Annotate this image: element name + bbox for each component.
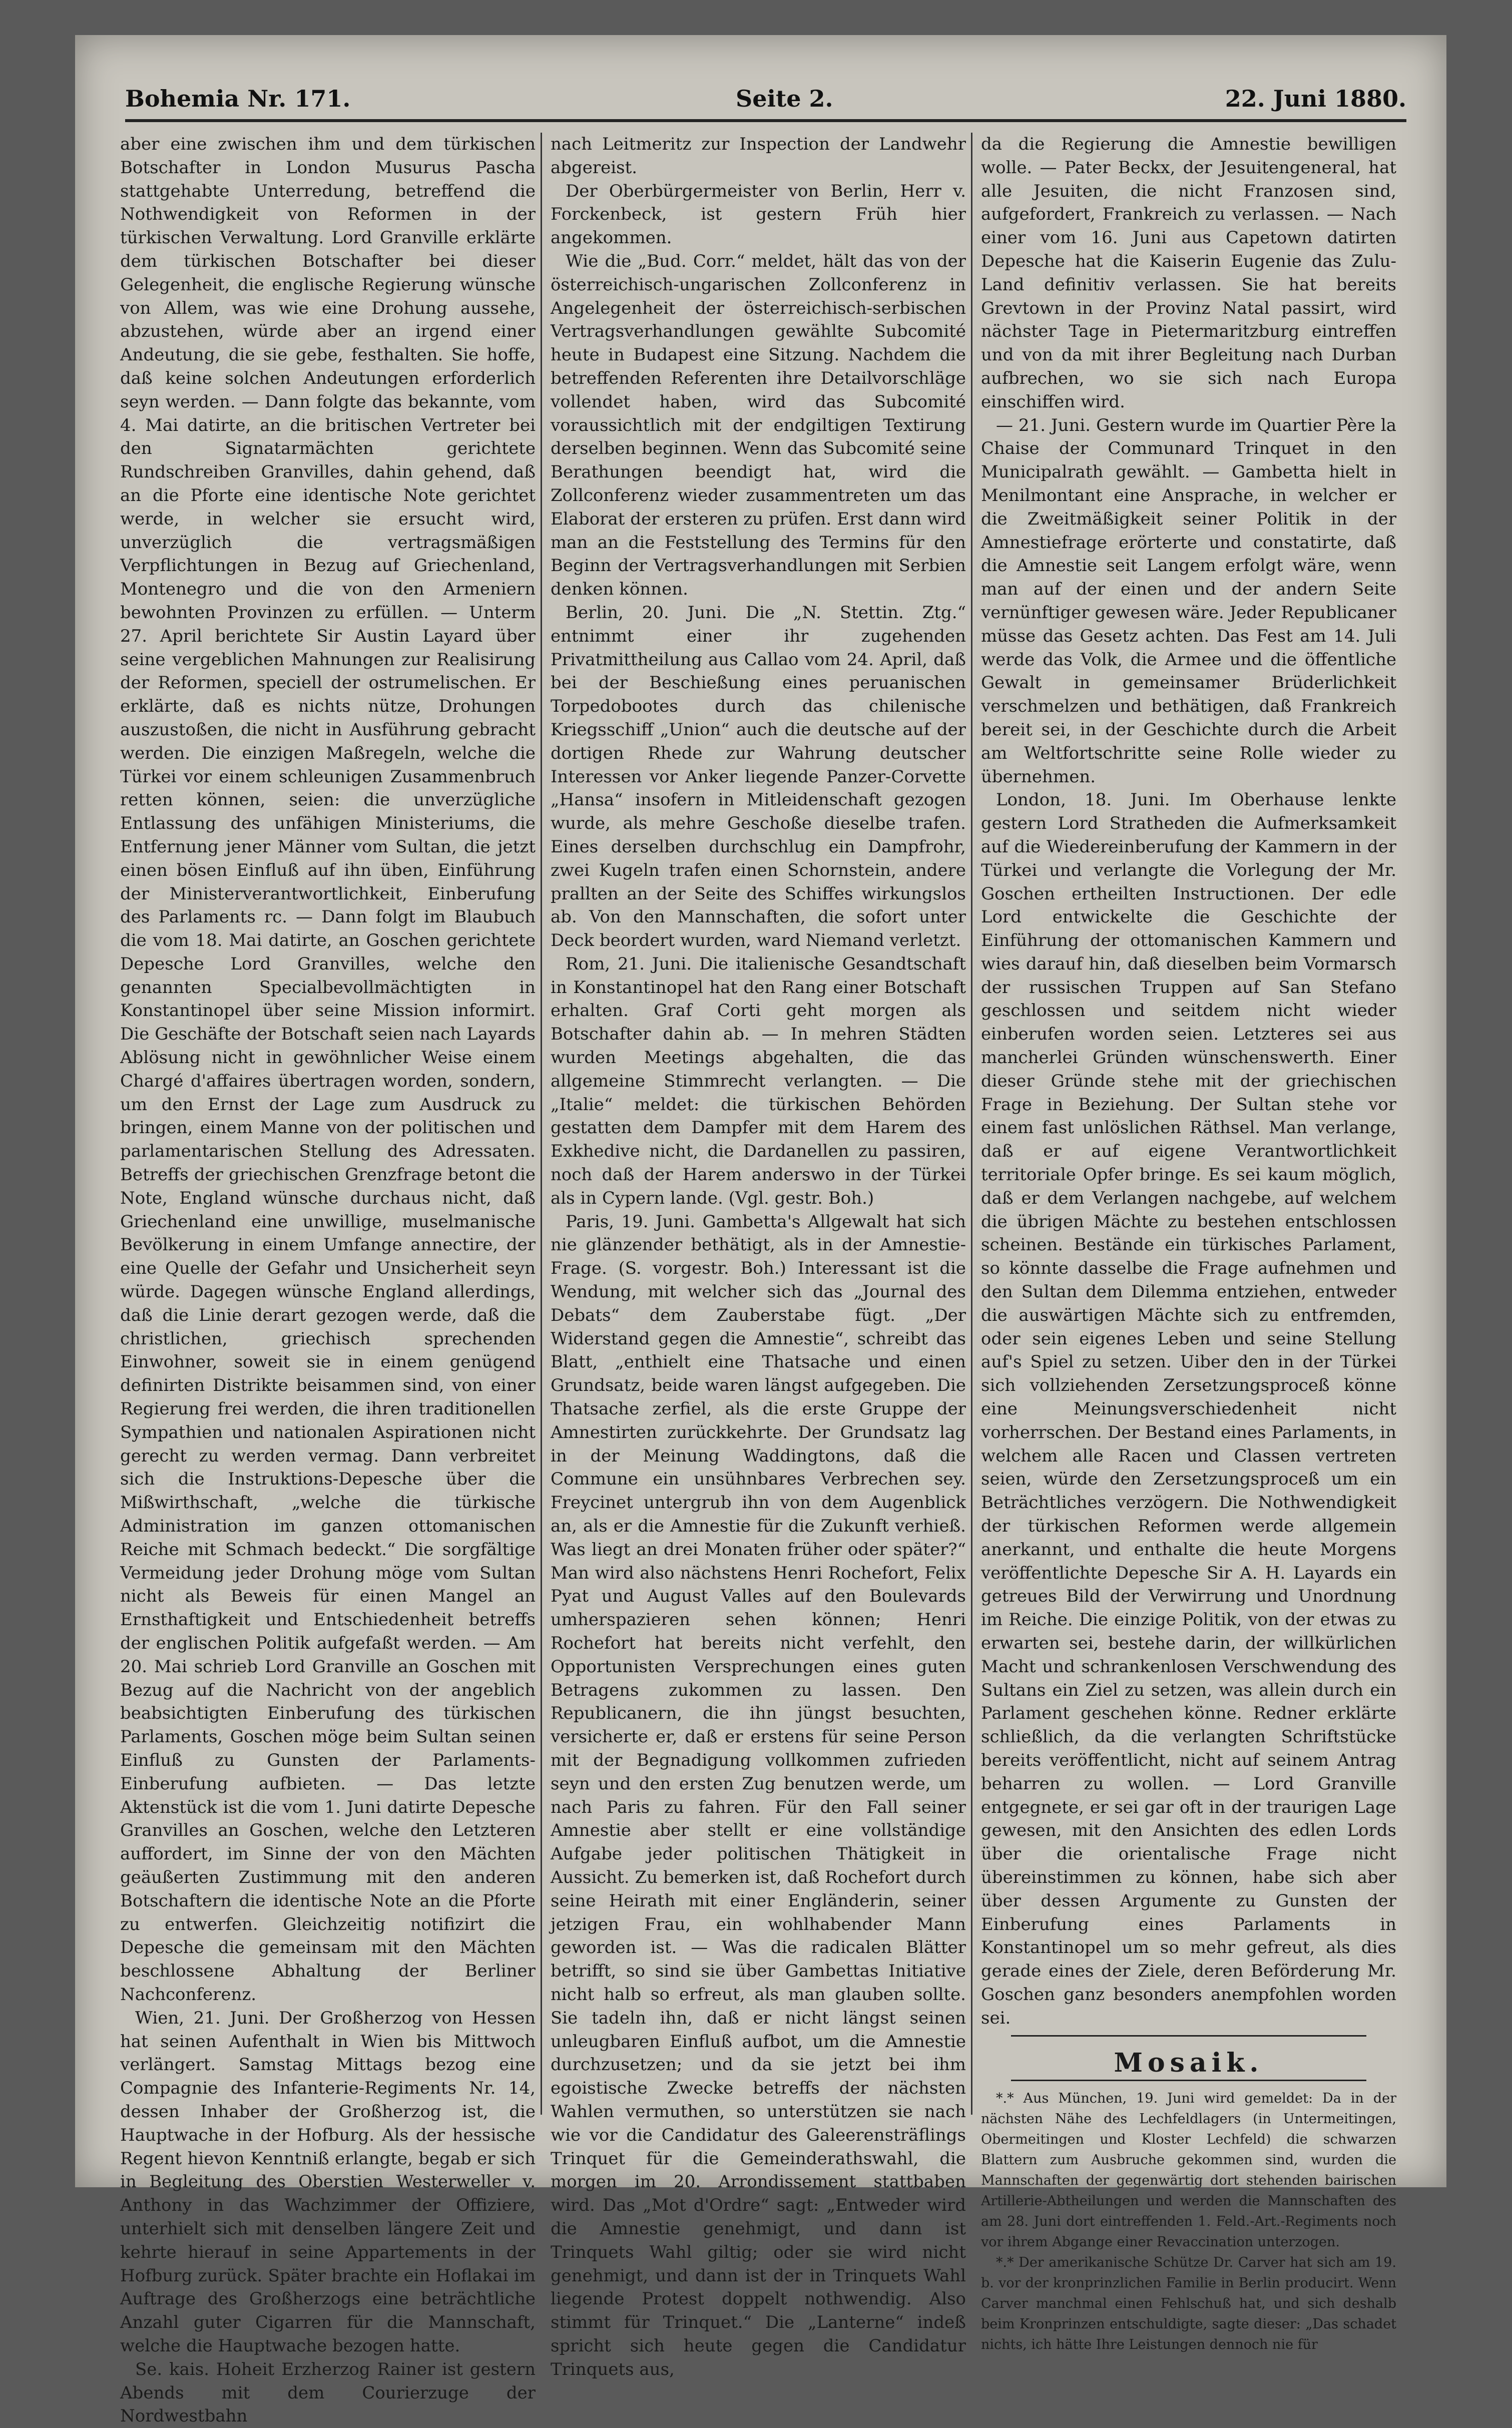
article-erzherzog: Se. kais. Hoheit Erzherzog Rainer ist gestern Abends mit dem Courierzuge der Nordwestbahn	[120, 2359, 536, 2426]
issue-date: 22. Juni 1880.	[1225, 85, 1406, 112]
section-rule	[1011, 2080, 1366, 2081]
column-divider	[971, 133, 972, 2115]
article-wien: Wien, 21. Juni. Der Großherzog von Hessen hat seinen Aufenthalt in Wien bis Mittwoch verlängert. Samstag Mittags bezog eine Compagnie des Infanterie-Regiments Nr. 14, dessen Inhaber der Großherzog ist, die Hauptwache in der Hofburg. Als der hessische Regent hievon Kenntniß erlangte, begab er sich in Begleitung des Oberstien Westerweller v. Anthony in das Wachzimmer der Offiziere, unterhielt sich mit denselben längere Zeit und kehrte hierauf in seine Appartements in der Hofburg zurück. Später brachte ein Hoflakai im Auftrage des Großherzogs eine beträchtliche Anzahl guter Cigarren für die Mannschaft, welche die Hauptwache bezogen hatte.	[120, 2008, 536, 2356]
article-paris-21: — 21. Juni. Gestern wurde im Quartier Père la Chaise der Communard Trinquet in den Municipalrath gewählt. — Gambetta hielt in Menilmontant eine Ansprache, in welcher er die Zweitmäßigkeit seiner Politik in der Amnestiefrage erörterte und constatirte, daß die Amnestie seit Langem erfolgt wäre, wenn man auf der einen und der andern Seite vernünftiger gewesen wäre. Jeder Republicaner müsse das Gesetz achten. Das Fest am 14. Juli werde das Volk, die Armee und die öffentliche Gewalt in gemeinsamer Brüderlichkeit verschmelzen und bethätigen, daß Frankreich bereit sei, in der Geschichte durch die Arbeit am Weltfortschritte seine Rolle wieder zu übernehmen.	[981, 415, 1396, 787]
column-1	[120, 133, 536, 2426]
article-paris: Paris, 19. Juni. Gambetta's Allgewalt hat sich nie glänzender bethätigt, als in der Amnestie-Frage. (S. vorgestr. Boh.) Interessant ist die Wendung, mit welcher sich das „Journal des Debats“ dem Zauberstabe fügt. „Der Widerstand gegen die Amnestie“, schreibt das Blatt, „enthielt eine Thatsache und einen Grundsatz, beide waren längst aufgegeben. Die Thatsache zerfiel, als die erste Gruppe der Amnestirten zurückkehrte. Der Grundsatz lag in der Meinung Waddingtons, daß die Commune ein unsühnbares Verbrechen sey. Freycinet untergrub ihn von dem Augenblick an, als er die Amnestie für die Zukunft verhieß. Was liegt an drei Monaten früher oder später?“ Man wird also nächstens Henri Rochefort, Felix Pyat und August Valles auf den Boulevards umherspazieren sehen können; Henri Rochefort hat bereits nicht verfehlt, den Opportunisten Versprechungen eines guten Betragens zukommen zu lassen. Den Republicanern, die ihn jüngst besuchten, versicherte er, daß er erstens für seine Person mit der Begnadigung vollkommen zufrieden seyn und den ersten Zug benutzen werde, um nach Paris zu fahren. Für den Fall seiner Amnestie aber stellt er eine vollständige Aufgabe jeder politischen Thätigkeit in Aussicht. Zu bemerken ist, daß Rochefort durch seine Heirath mit einer Engländerin, seiner jetzigen Frau, ein wohlhabender Mann geworden ist. — Was die radicalen Blätter betrifft, so sind sie über Gambettas Initiative nicht halb so erfreut, als man glauben sollte. Sie tadeln ihn, daß er nicht längst seinen unleugbaren Einfluß aufbot, um die Amnestie durchzusetzen; und da sie jetzt bei ihm egoistische Zwecke betreffs der nächsten Wahlen vermuthen, so unterstützen sie nach wie vor die Candidatur des Galeerensträflings Trinquet für die Gemeinderathswahl, die morgen im 20. Arrondissement stattbaben wird. Das „Mot d'Ordre“ sagt: „Entweder wird die Amnestie genehmigt, und dann ist Trinquets Wahl giltig; oder sie wird nicht genehmigt, und dann ist der in Trinquets Wahl liegende Protest doppelt nothwendig. Also stimmt für Trinquet.“ Die „Lanterne“ indeß spricht sich heute gegen die Candidatur Trinquets aus,	[551, 1211, 966, 2379]
article-text: aber eine zwischen ihm und dem türkischen Botschafter in London Musurus Pascha stattgehabte Unterredung, betreffend die Nothwendigkeit von Reformen in der türkischen Verwaltung. Lord Granville erklärte dem türkischen Botschafter bei dieser Gelegenheit, die englische Regierung wünsche von Allem, was wie eine Drohung aussehe, abzustehen, würde aber an irgend einer Andeutung, die sie gebe, festhalten. Sie hoffe, daß keine solchen Andeutungen erforderlich seyn werden. — Dann folgte das bekannte, vom 4. Mai datirte, an die britischen Vertreter bei den Signatarmächten gerichtete Rundschreiben Granvilles, dahin gehend, daß an die Pforte eine identische Note gerichtet werde, in welcher sie ersucht wird, unverzüglich die vertragsmäßigen Verpflichtungen in Bezug auf Griechenland, Montenegro und die von den Armeniern bewohnten Provinzen zu erfüllen. — Unterm 27. April berichtete Sir Austin Layard über seine vergeblichen Mahnungen zur Realisirung der Reformen, speciell der ostrumelischen. Er erklärte, daß es nichts nütze, Drohungen auszustoßen, die nicht in Ausführung gebracht werden. Die einzigen Maßregeln, welche die Türkei vor einem schleunigen Zusammenbruch retten können, seien: die unverzügliche Entlassung des unfähigen Ministeriums, die Entfernung jener Männer vom Sultan, die jetzt einen bösen Einfluß auf ihn üben, Einführung der Ministerverantwortlichkeit, Einberufung des Parlaments rc. — Dann folgt im Blaubuch die vom 18. Mai datirte, an Goschen gerichtete Depesche Lord Granvilles, welche den genannten Specialbevollmächtigten in Konstantinopel über seine Mission informirt. Die Geschäfte der Botschaft seien nach Layards Ablösung nicht in gewöhnlicher Weise einem Chargé d'affaires übertragen worden, sondern, um den Ernst der Lage zum Ausdruck zu bringen, einem Manne von der politischen und parlamentarischen Stellung des Adressaten. Betreffs der griechischen Grenzfrage betont die Note, England wünsche durchaus nicht, daß Griechenland eine unwillige, muselmanische Bevölkerung in einem Umfange annectire, der eine Quelle der Gefahr und Unsicherheit seyn würde. Dagegen wünsche England allerdings, daß die Linie derart gezogen werde, daß die christlichen, griechisch sprechenden Einwohner, soweit sie in einem genügend definirten Distrikte beisammen sind, von einer Regierung frei werden, die ihren traditionellen Sympathien und nationalen Aspirationen nicht gerecht zu werden vermag. Dann verbreitet sich die Instruktions-Depesche über die Mißwirthschaft, „welche die türkische Administration im ganzen ottomanischen Reiche mit Schmach bedeckt.“ Die sorgfältige Vermeidung jeder Drohung möge vom Sultan nicht als Beweis für einen Mangel an Ernsthaftigkeit und Entschiedenheit betreffs der englischen Politik aufgefaßt werden. — Am 20. Mai schrieb Lord Granville an Goschen mit Bezug auf die Nachricht von der angeblich beabsichtigten Einberufung des türkischen Parlaments, Goschen möge beim Sultan seinen Einfluß zu Gunsten der Parlaments-Einberufung aufbieten. — Das letzte Aktenstück ist die vom 1. Juni datirte Depesche Granvilles an Goschen, welche den Letzteren auffordert, im Sinne der von den Mächten geäußerten Zustimmung mit den anderen Botschaftern die identische Note an die Pforte zu entwerfen. Gleichzeitig notifizirt die Depesche die gemeinsam mit den Mächten beschlossene Abhaltung der Berliner Nachconferenz.	[120, 134, 536, 2005]
article-zollconferenz: Wie die „Bud. Corr.“ meldet, hält das von der österreichisch-ungarischen Zollconferenz in Angelegenheit der österreichisch-serbischen Vertragsverhandlungen gewählte Subcomité heute in Budapest eine Sitzung. Nachdem die betreffenden Referenten ihre Detailvorschläge vollendet haben, wird das Subcomité voraussichtlich mit der endgiltigen Textirung derselben beginnen. Wenn das Subcomité seine Berathungen beendigt hat, wird die Zollconferenz wieder zusammentreten um das Elaborat der ersteren zu prüfen. Erst dann wird man an die Feststellung des Termins für den Beginn der Vertragsverhandlungen mit Serbien denken können.	[551, 251, 966, 600]
column-3	[981, 133, 1396, 2353]
masthead-issue: Bohemia Nr. 171.	[125, 85, 351, 112]
mosaik-section	[981, 2088, 1396, 2355]
mosaik-item-carver: *.* Der amerikanische Schütze Dr. Carver hat sich am 19. b. vor der kronprinzlichen Familie in Berlin producirt. Wenn Carver manchmal einen Fehlschuß hat, und sich deshalb beim Kronprinzen entschuldigte, sagte dieser: „Das schadet nichts, ich hätte Ihre Leistungen dennoch nie für	[981, 2255, 1396, 2353]
page-header	[125, 65, 1406, 125]
article-rom: Rom, 21. Juni. Die italienische Gesandtschaft in Konstantinopel hat den Rang einer Botschaft erhalten. Graf Corti geht morgen als Botschafter dahin ab. — In mehren Städten wurden Meetings abgehalten, die das allgemeine Stimmrecht verlangten. — Die „Italie“ meldet: die türkischen Behörden gestatten dem Dampfer mit dem Harem des Exkhedive nicht, die Dardanellen zu passiren, noch daß der Harem anderswo in der Türkei als in Cypern lande. (Vgl. gestr. Boh.)	[551, 953, 966, 1208]
header-rule	[125, 119, 1406, 122]
article-text: nach Leitmeritz zur Inspection der Landwehr abgereist.	[551, 134, 966, 178]
column-divider	[541, 133, 542, 2115]
page-number: Seite 2.	[736, 85, 833, 112]
mosaik-item-muenchen: *.* Aus München, 19. Juni wird gemeldet: Da in der nächsten Nähe des Lechfeldlagers (in Untermeitingen, Obermeitingen und Kloster Lechfeld) die schwarzen Blattern zum Ausbruche gekommen sind, wurden die Mannschaften der gegenwärtig dort stehenden bairischen Artillerie-Abtheilungen und werden die Mannschaften des am 28. Juni dort eintreffenden 1. Feld.-Art.-Regiments noch vor ihrem Abgange einer Revaccination unterzogen.	[981, 2091, 1396, 2250]
article-berlin: Berlin, 20. Juni. Die „N. Stettin. Ztg.“ entnimmt einer ihr zugehenden Privatmittheilung aus Callao vom 24. April, daß bei der Beschießung eines peruanischen Torpedobootes durch das chilenische Kriegsschiff „Union“ auch die deutsche auf der dortigen Rhede zur Wahrung deutscher Interessen vor Anker liegende Panzer-Corvette „Hansa“ insofern in Mitleidenschaft gezogen wurde, als mehre Geschoße dieselbe trafen. Eines derselben durchschlug ein Dampfrohr, zwei Kugeln trafen einen Schornstein, andere prallten an der Seite des Schiffes wirkungslos ab. Von den Mannschaften, die sofort unter Deck beordert wurden, ward Niemand verletzt.	[551, 602, 966, 951]
newspaper-page	[75, 35, 1446, 2426]
article-forckenbeck: Der Oberbürgermeister von Berlin, Herr v. Forckenbeck, ist gestern Früh hier angekommen.	[551, 181, 966, 248]
section-title-mosaik: Mosaik.	[1114, 2047, 1264, 2078]
section-rule	[1011, 2035, 1366, 2037]
article-london: London, 18. Juni. Im Oberhause lenkte gestern Lord Stratheden die Aufmerksamkeit auf die Wiedereinberufung der Kammern in der Türkei und verlangte die Vorlegung der Mr. Goschen ertheilten Instructionen. Der edle Lord entwickelte die Geschichte der Einführung der ottomanischen Kammern und wies darauf hin, daß dieselben beim Vormarsch der russischen Truppen auf San Stefano geschlossen und seitdem nicht wieder einberufen worden seien. Letzteres sei aus mancherlei Gründen wünschenswerth. Einer dieser Gründe stehe mit der griechischen Frage in Beziehung. Der Sultan stehe vor einem fast unlöslichen Räthsel. Man verlange, daß er auf eigene Verantwortlichkeit territoriale Opfer bringe. Es sei kaum möglich, daß er dem Verlangen nachgebe, auf welchem die übrigen Mächte zu bestehen entschlossen scheinen. Bestände ein türkisches Parlament, so könnte dasselbe die Frage aufnehmen und den Sultan dem Dilemma entziehen, entweder die auswärtigen Mächte sich zu entfremden, oder sein eigenes Leben und seine Stellung auf's Spiel zu setzen. Uiber den in der Türkei sich vollziehenden Zersetzungsproceß könne eine Meinungsverschiedenheit nicht vorherrschen. Der Bestand eines Parlaments, in welchem alle Racen und Classen vertreten seien, würde den Zersetzungsproceß um ein Beträchtliches verzögern. Die Nothwendigkeit der türkischen Reformen werde allgemein anerkannt, und enthalte die heute Morgens veröffentlichte Depesche Sir A. H. Layards ein getreues Bild der Verwirrung und Unordnung im Reiche. Die einzige Politik, von der etwas zu erwarten sei, bestehe darin, der willkürlichen Macht und schrankenlosen Verschwendung des Sultans ein Ziel zu setzen, was allein durch ein Parlament geschehen könne. Redner erklärte schließlich, da die verlangten Schriftstücke bereits veröffentlicht, nicht auf seinem Antrag beharren zu wollen. — Lord Granville entgegnete, er sei gar oft in der traurigen Lage gewesen, mit den Ansichten des edlen Lords über die orientalische Frage nicht übereinstimmen zu können, habe sich aber über dessen Argumente zu Gunsten der Einberufung eines Parlaments in Konstantinopel um so mehr gefreut, als dies gerade eines der Ziele, deren Beförderung Mr. Goschen ganz besonders anempfohlen worden sei.	[981, 790, 1396, 2028]
article-text: da die Regierung die Amnestie bewilligen wolle. — Pater Beckx, der Jesuitengeneral, hat alle Jesuiten, die nicht Franzosen sind, aufgefordert, Frankreich zu verlassen. — Nach einer vom 16. Juni aus Capetown datirten Depesche hat die Kaiserin Eugenie das Zulu-Land definitiv verlassen. Sie hat bereits Grevtown in der Provinz Natal passirt, wird nächster Tage in Pietermaritzburg eintreffen und von da mit ihrer Begleitung nach Durban aufbrechen, wo sie sich nach Europa einschiffen wird.	[981, 134, 1396, 412]
column-2	[551, 133, 966, 2379]
